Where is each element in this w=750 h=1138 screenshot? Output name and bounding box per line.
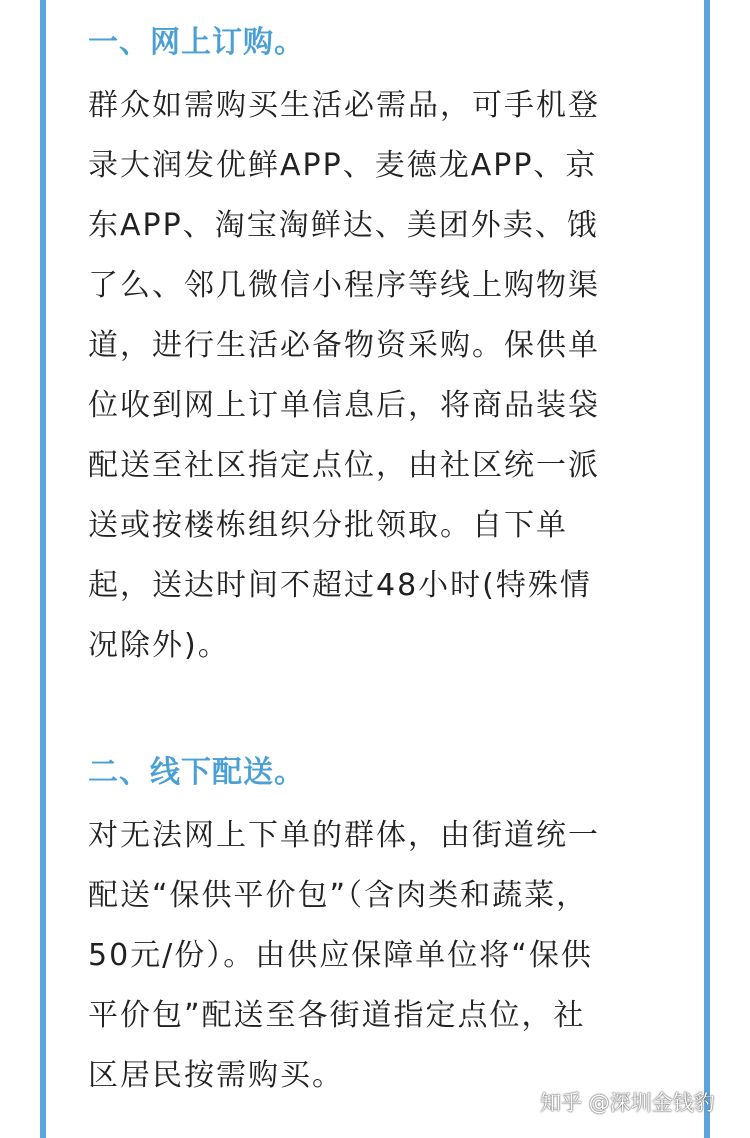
paragraph-line: 道，进行生活必备物资采购。保供单 xyxy=(88,328,600,363)
paragraph-line: 送或按楼栋组织分批领取。自下单 xyxy=(88,508,568,543)
paragraph-line: 对无法网上下单的群体，由街道统一 xyxy=(88,818,600,853)
paragraph-line: 区居民按需购买。 xyxy=(88,1058,344,1093)
section-title: 一、网上订购。 xyxy=(88,25,305,60)
section-online-order xyxy=(88,18,668,676)
paragraph-line: 况除外)。 xyxy=(88,628,230,663)
paragraph-line: 50元/份）。由供应保障单位将“保供 xyxy=(88,938,593,973)
section-title: 二、线下配送。 xyxy=(88,755,305,790)
watermark-label: 知乎 @深圳金钱豹 xyxy=(540,1091,715,1115)
paragraph-line: 起，送达时间不超过48小时(特殊情 xyxy=(88,568,592,603)
paragraph-line: 配送至社区指定点位，由社区统一派 xyxy=(88,448,600,483)
paragraph-line: 东APP、淘宝淘鲜达、美团外卖、饿 xyxy=(88,208,599,243)
paragraph-line: 群众如需购买生活必需品，可手机登 xyxy=(88,88,600,123)
paragraph-line: 平价包”配送至各街道指定点位，社 xyxy=(88,998,586,1033)
left-border-line xyxy=(40,0,46,1138)
section-spacer xyxy=(88,676,668,748)
paragraph-line: 了么、邻几微信小程序等线上购物渠 xyxy=(88,268,600,303)
article-content xyxy=(88,18,668,1106)
paragraph-line: 配送“保供平价包”（含肉类和蔬菜， xyxy=(88,878,589,913)
paragraph-line: 位收到网上订单信息后，将商品装袋 xyxy=(88,388,600,423)
paragraph-line: 录大润发优鲜APP、麦德龙APP、京 xyxy=(88,148,598,183)
section-offline-delivery xyxy=(88,748,668,1106)
right-border-line xyxy=(704,0,710,1138)
